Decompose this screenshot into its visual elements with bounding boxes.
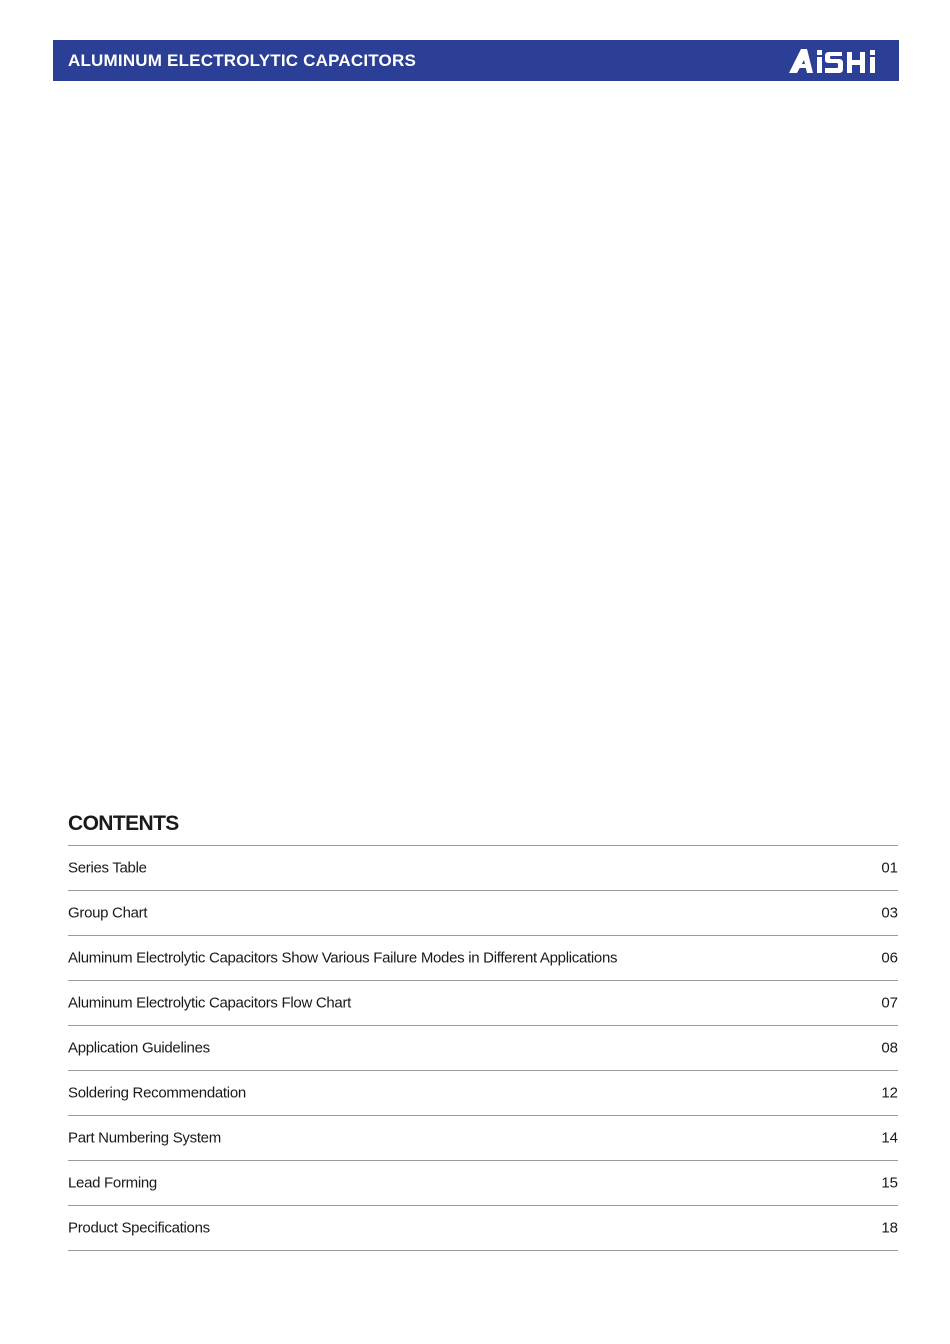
toc-page-number: 01 (881, 859, 898, 877)
toc-label: Soldering Recommendation (68, 1084, 246, 1102)
toc-label: Application Guidelines (68, 1039, 210, 1057)
toc-label: Aluminum Electrolytic Capacitors Flow Chart (68, 994, 352, 1012)
toc-page-number: 06 (881, 949, 898, 967)
toc-page-number: 15 (881, 1174, 898, 1192)
toc-page-number: 18 (881, 1219, 898, 1237)
toc-row-failure-modes[interactable] (68, 936, 898, 981)
toc-page-number: 14 (881, 1129, 898, 1147)
table-of-contents (68, 845, 898, 1251)
toc-page-number: 03 (881, 904, 898, 922)
header-bar (53, 40, 899, 81)
toc-page-number: 08 (881, 1039, 898, 1057)
toc-row-product-specifications[interactable] (68, 1206, 898, 1251)
toc-row-lead-forming[interactable] (68, 1161, 898, 1206)
toc-label: Part Numbering System (68, 1129, 221, 1147)
toc-page-number: 12 (881, 1084, 898, 1102)
toc-label: Series Table (68, 859, 147, 877)
toc-row-part-numbering-system[interactable] (68, 1116, 898, 1161)
contents-title: CONTENTS (68, 812, 179, 835)
header-title: ALUMINUM ELECTROLYTIC CAPACITORS (68, 51, 416, 70)
toc-row-group-chart[interactable] (68, 891, 898, 936)
toc-label: Product Specifications (68, 1219, 210, 1237)
toc-label: Lead Forming (68, 1174, 157, 1192)
toc-row-application-guidelines[interactable] (68, 1026, 898, 1071)
aishi-logo (787, 46, 887, 76)
toc-label: Aluminum Electrolytic Capacitors Show Various Failure Modes in Different Applications (68, 949, 618, 967)
toc-row-series-table[interactable] (68, 846, 898, 891)
toc-page-number: 07 (881, 994, 898, 1012)
toc-row-soldering-recommendation[interactable] (68, 1071, 898, 1116)
toc-label: Group Chart (68, 904, 148, 922)
toc-row-flow-chart[interactable] (68, 981, 898, 1026)
